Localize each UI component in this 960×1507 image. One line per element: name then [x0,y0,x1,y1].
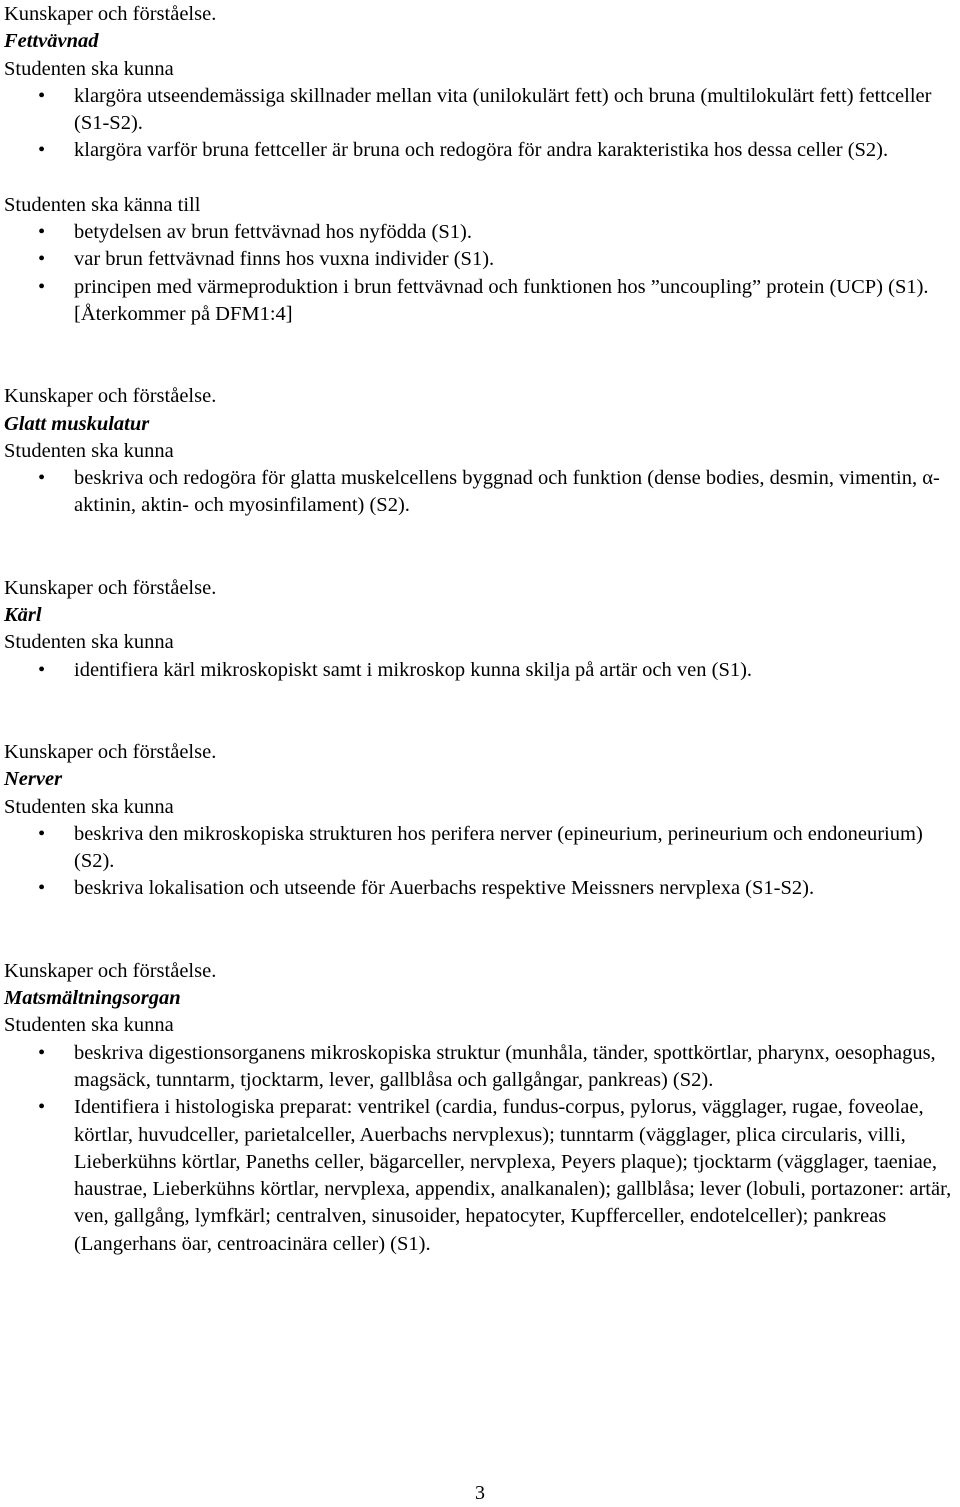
section-topic-title: Kärl [4,604,42,627]
list-item [4,274,956,329]
list-item-text: klargöra utseendemässiga skillnader mellan vita (unilokulärt fett) och bruna (multilokulärt fett) fettceller (S1-S2). [74,84,932,135]
bullet-list [4,465,956,520]
section-knowledge-heading: Kunskaper och förståelse. [4,385,217,408]
list-item [4,875,956,902]
section-topic-title: Glatt muskulatur [4,412,150,435]
bullet-icon: • [38,1041,46,1064]
list-item-text: identifiera kärl mikroskopiskt samt i mikroskop kunna skilja på artär och ven (S1). [74,658,753,681]
list-item [4,1094,956,1258]
section-knowledge-heading: Kunskaper och förståelse. [4,3,217,25]
bullet-list [4,821,956,903]
bullet-icon: • [38,248,46,271]
list-item-text: var brun fettvävnad finns hos vuxna individer (S1). [74,248,495,271]
list-item-text: beskriva lokalisation och utseende för Auerbachs respektive Meissners nervplexa (S1-S2). [74,877,815,900]
page-number: 3 [475,1482,485,1504]
group-label: Studenten ska kunna [4,1014,174,1037]
list-item [4,657,956,684]
list-item-text: beskriva den mikroskopiska strukturen hos perifera nerver (epineurium, perineurium och endoneurium) (S2). [74,822,923,873]
list-item-text: Identifiera i histologiska preparat: ventrikel (cardia, fundus-corpus, pylorus, vägglager, rugae, foveolae, körtlar, huvudceller, parietalceller, Auerbachs nervplexus); tunntarm (vägglager, plica circularis, villi, Lieberkühns körtlar, Paneths celler, bägarceller, nervplexa, Peyers plaque); tjocktarm (vägglager, taeniae, haustrae, Lieberkühns körtlar, nervplexa, appendix, analkanalen); gallblåsa; lever (lobuli, portazoner: artär, ven, gallgång, lymfkärl; centralven, sinusoider, hepatocyter, Kupfferceller, endotelceller); pankreas (Langerhans öar, centroacinära celler) (S1). [74,1096,952,1255]
section-matsmaltningsorgan [4,958,956,1258]
group-label: Studenten ska kunna [4,439,174,462]
list-item [4,137,956,164]
list-item-text: beskriva digestionsorganens mikroskopiska struktur (munhåla, tänder, spottkörtlar, pharynx, oesophagus, magsäck, tunntarm, tjocktarm, lever, gallblåsa och gallgångar, pankreas) (S2). [74,1041,936,1091]
section-topic-title: Fettvävnad [4,30,99,53]
section-glatt-muskulatur [4,383,956,519]
bullet-icon: • [38,1096,46,1119]
bullet-icon: • [38,658,46,681]
bullet-list [4,1040,956,1258]
bullet-icon: • [38,84,46,107]
section-topic-title: Matsmältningsorgan [4,987,181,1010]
list-item [4,83,956,138]
group-label: Studenten ska kunna [4,631,174,654]
bullet-icon: • [38,139,46,162]
list-item [4,821,956,876]
section-nerver [4,739,956,903]
bullet-icon: • [38,467,46,490]
section-fettvavnad [4,1,956,328]
list-item-text: beskriva och redogöra för glatta muskelcellens byggnad och funktion (dense bodies, desmin, vimentin, α-aktinin, aktin- och myosinfilament) (S2). [74,467,940,517]
bullet-icon: • [38,822,46,845]
section-knowledge-heading: Kunskaper och förståelse. [4,740,217,763]
bullet-list [4,83,956,165]
group-label: Studenten ska kunna [4,57,174,80]
section-knowledge-heading: Kunskaper och förståelse. [4,576,217,599]
list-item [4,219,956,246]
section-karl [4,575,956,684]
section-topic-title: Nerver [4,768,63,791]
spacer [4,165,956,192]
bullet-icon: • [38,275,46,298]
list-item [4,1040,956,1095]
list-item [4,465,956,520]
section-knowledge-heading: Kunskaper och förståelse. [4,959,217,982]
bullet-list [4,219,956,328]
list-item-text: principen med värmeproduktion i brun fettvävnad och funktionen hos ”uncoupling” protein (UCP) (S1). [Återkommer på DFM1:4] [74,275,929,325]
bullet-icon: • [38,877,46,900]
group-label: Studenten ska känna till [4,193,201,216]
list-item-text: betydelsen av brun fettvävnad hos nyfödda (S1). [74,221,472,244]
bullet-list [4,657,956,684]
group-label: Studenten ska kunna [4,795,174,818]
list-item-text: klargöra varför bruna fettceller är bruna och redogöra för andra karakteristika hos dessa celler (S2). [74,139,889,162]
document-page [4,1,956,1258]
bullet-icon: • [38,221,46,244]
list-item [4,246,956,273]
